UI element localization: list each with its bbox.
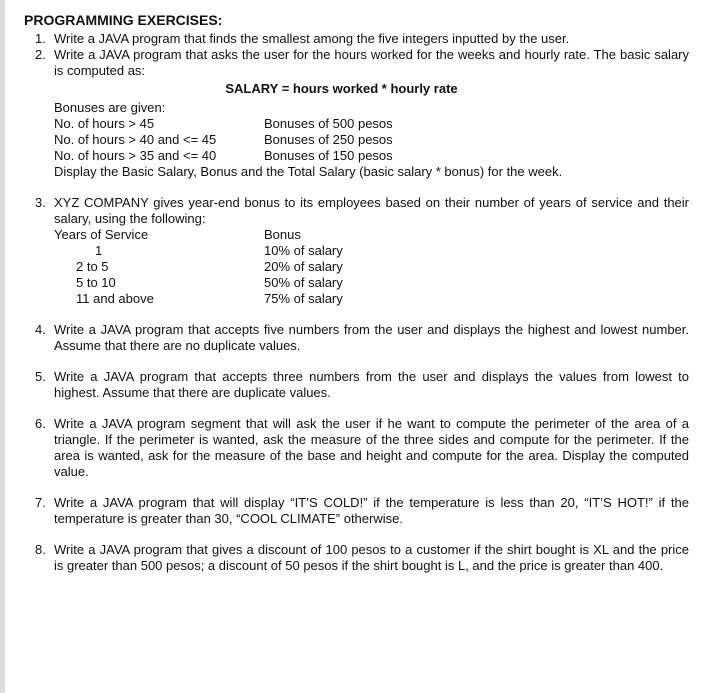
- table-row: [54, 291, 689, 307]
- bonus-cell: 75% of salary: [264, 291, 343, 306]
- bonus-cell: 20% of salary: [264, 259, 343, 274]
- exercise-3: [24, 195, 689, 322]
- table-row: [54, 132, 689, 148]
- column-header-bonus: Bonus: [264, 227, 301, 242]
- exercise-footer: Display the Basic Salary, Bonus and the Total Salary (basic salary * bonus) for the week.: [54, 164, 563, 179]
- table-row: [54, 116, 689, 132]
- exercise-8: [24, 542, 689, 574]
- hours-condition: No. of hours > 35 and <= 40: [54, 148, 217, 163]
- bonus-cell: 10% of salary: [264, 243, 343, 258]
- exercise-number: 3.: [35, 195, 46, 210]
- table-header: [54, 227, 689, 243]
- exercise-text: XYZ COMPANY gives year-end bonus to its employees based on their number of years of service and their salary, using the following:: [54, 195, 689, 226]
- bonus-label: Bonuses are given:: [54, 100, 166, 115]
- left-edge-strip: [0, 0, 5, 693]
- bonus-amount: Bonuses of 250 pesos: [264, 132, 393, 147]
- exercise-number: 2.: [35, 47, 46, 62]
- column-header-years: Years of Service: [54, 227, 149, 242]
- bonus-amount: Bonuses of 150 pesos: [264, 148, 393, 163]
- document-page: [24, 12, 689, 574]
- exercise-7: [24, 495, 689, 527]
- table-row: [54, 259, 689, 275]
- exercise-6: [24, 416, 689, 480]
- exercise-number: 4.: [35, 322, 46, 337]
- hours-condition: No. of hours > 40 and <= 45: [54, 132, 217, 147]
- exercise-5: [24, 369, 689, 401]
- exercise-number: 6.: [35, 416, 46, 431]
- table-row: [54, 243, 689, 259]
- hours-condition: No. of hours > 45: [54, 116, 155, 131]
- exercise-text: Write a JAVA program segment that will ask the user if he want to compute the perimeter of the area of a triangle. If the perimeter is wanted, ask the measure of the three sides and compute for the perimeter. If the area is wanted, ask for the measure of the base and height and compute for the area. Display the computed value.: [54, 416, 689, 479]
- years-cell: 5 to 10: [76, 275, 116, 290]
- exercise-text: Write a JAVA program that accepts five numbers from the user and displays the highest and lowest number. Assume that there are no duplicate values.: [54, 322, 689, 353]
- years-cell: 11 and above: [76, 291, 154, 306]
- exercise-text: Write a JAVA program that accepts three numbers from the user and displays the values from lowest to highest. Assume that there are duplicate values.: [54, 369, 689, 400]
- exercise-text: Write a JAVA program that asks the user for the hours worked for the weeks and hourly rate. The basic salary is computed as:: [54, 47, 689, 78]
- exercise-number: 8.: [35, 542, 46, 557]
- exercise-4: [24, 322, 689, 354]
- bonus-amount: Bonuses of 500 pesos: [264, 116, 393, 131]
- exercise-number: 5.: [35, 369, 46, 384]
- exercise-list: [24, 31, 689, 574]
- exercise-2: [24, 47, 689, 180]
- exercise-number: 1.: [35, 31, 46, 46]
- table-row: [54, 275, 689, 291]
- exercise-text: Write a JAVA program that gives a discount of 100 pesos to a customer if the shirt bought is XL and the price is greater than 500 pesos; a discount of 50 pesos if the shirt bought is L, and the price is greater than 400.: [54, 542, 689, 573]
- service-bonus-table: [54, 227, 689, 307]
- table-row: [54, 148, 689, 164]
- hours-bonus-table: [54, 116, 689, 164]
- bonus-cell: 50% of salary: [264, 275, 343, 290]
- exercise-text: Write a JAVA program that will display “IT’S COLD!” if the temperature is less than 20, “IT’S HOT!” if the temperature is greater than 30, “COOL CLIMATE” otherwise.: [54, 495, 689, 526]
- exercise-1: [24, 31, 689, 47]
- salary-formula: SALARY = hours worked * hourly rate: [225, 81, 458, 96]
- years-cell: 1: [95, 243, 103, 258]
- years-cell: 2 to 5: [76, 259, 109, 274]
- exercise-number: 7.: [35, 495, 46, 510]
- exercise-text: Write a JAVA program that finds the smallest among the five integers inputted by the user.: [54, 31, 570, 46]
- page-heading: PROGRAMMING EXERCISES:: [24, 12, 223, 28]
